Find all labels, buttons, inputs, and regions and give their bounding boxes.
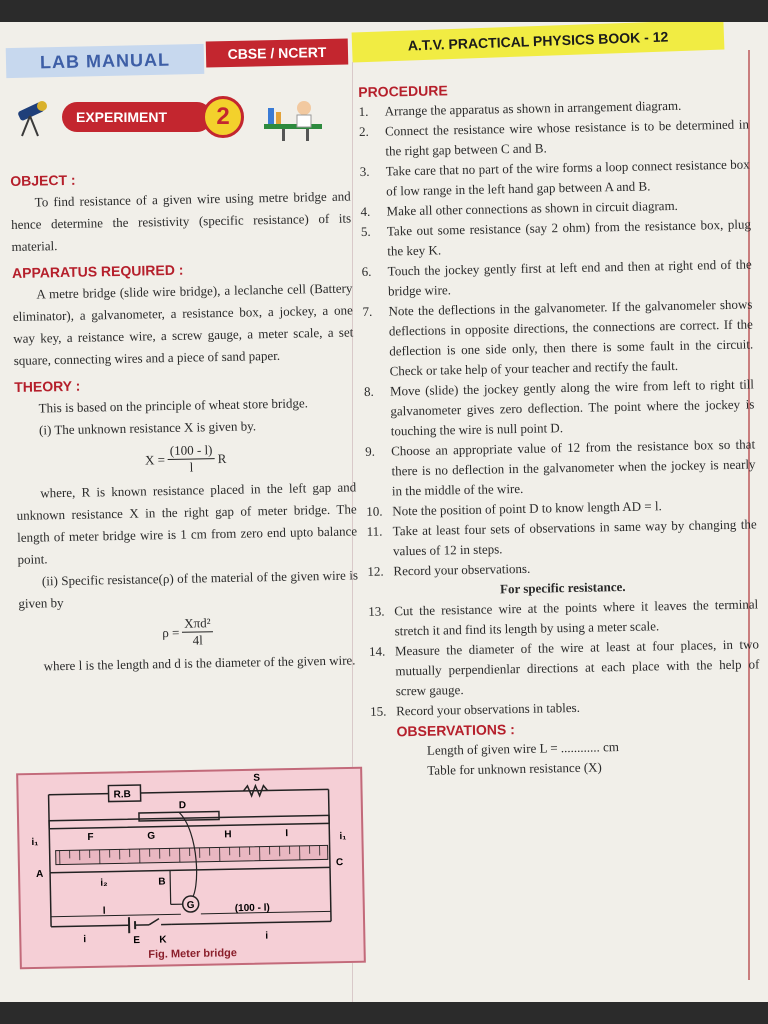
procedure-step: [369, 634, 760, 701]
label-s: S: [253, 772, 261, 784]
right-column: [358, 71, 761, 782]
procedure-steps-2: [368, 594, 760, 721]
apparatus-heading: APPARATUS REQUIRED :: [11, 261, 184, 281]
formula-1-lhs: X =: [144, 451, 166, 467]
label-i2: i₂: [100, 877, 108, 889]
step-text: Cut the resistance wire at the points where it leaves the terminal stretch it and find its length by using a meter scale.: [394, 596, 759, 639]
experiment-label: EXPERIMENT: [62, 102, 212, 132]
object-heading: OBJECT :: [10, 171, 76, 189]
label-i1-right: i₁: [339, 831, 347, 843]
formula-2-lhs: ρ =: [162, 624, 180, 640]
book-page: [0, 22, 768, 1002]
telescope-icon: [12, 98, 52, 138]
step-number: 5.: [360, 223, 371, 239]
theory-where-2: where l is the length and d is the diameter of the given wire.: [43, 652, 356, 674]
label-k: K: [159, 934, 167, 946]
step-text: Make all other connections as shown in circuit diagram.: [386, 197, 678, 219]
experiment-banner: [12, 92, 252, 138]
formula-1-rhs: R: [217, 450, 227, 466]
step-number: 12.: [367, 563, 384, 579]
step-text: Take out some resistance (say 2 ohm) from the resistance box, plug the key K.: [386, 216, 752, 259]
theory-point-1: (i) The unknown resistance X is given by.: [38, 418, 257, 438]
meter-bridge-diagram: [18, 769, 363, 952]
step-text: Take care that no part of the wire forms a loop connect resistance box of low range in the left hand gap between A and B.: [385, 156, 750, 199]
label-i-right: i: [265, 930, 269, 942]
step-number: 9.: [365, 443, 376, 459]
step-number: 13.: [368, 603, 385, 619]
object-text: To find resistance of a given wire using metre bridge and hence determine the resistivity (specific resistance) of its material.: [10, 188, 352, 254]
label-g: G: [147, 830, 156, 842]
step-number: 11.: [366, 523, 383, 539]
step-text: Note the position of point D to know length AD = l.: [392, 498, 662, 519]
cbse-ncert-tab: CBSE / NCERT: [206, 39, 349, 68]
label-e: E: [133, 934, 141, 947]
formula-2-fraction: [182, 615, 213, 649]
step-number: 8.: [363, 383, 374, 399]
left-column: [10, 159, 360, 677]
step-text: Record your observations in tables.: [396, 699, 581, 719]
step-number: 2.: [358, 123, 369, 139]
step-text: Arrange the apparatus as shown in arrangement diagram.: [384, 97, 682, 119]
observations-heading: OBSERVATIONS :: [396, 721, 515, 740]
theory-point-2: (ii) Specific resistance(ρ) of the material of the given wire is given by: [18, 567, 359, 611]
label-i-left: i: [83, 934, 87, 946]
procedure-step: [364, 374, 755, 441]
table-title: Table for unknown resistance (X): [427, 759, 602, 778]
theory-intro: This is based on the principle of wheat store bridge.: [38, 395, 309, 416]
procedure-heading: PROCEDURE: [358, 82, 448, 100]
step-text: Record your observations.: [393, 560, 531, 579]
label-100-minus-l: (100 - l): [234, 902, 270, 915]
formula-1-denominator: l: [189, 459, 194, 475]
lab-manual-tab: LAB MANUAL: [6, 44, 205, 78]
theory-heading: THEORY :: [14, 377, 81, 395]
meter-bridge-figure: [16, 767, 366, 970]
length-of-wire-line: Length of given wire L = ............ cm: [426, 739, 620, 758]
scientist-illustration: [262, 98, 324, 142]
procedure-step: [365, 434, 756, 501]
theory-where-1: where, R is known resistance placed in the left gap and unknown resistance X in the right gap of meter bridge. The length of meter bridge wire is 1 cm from zero end upto balance point.: [16, 479, 358, 567]
label-i1-left: i₁: [31, 836, 39, 849]
label-galvanometer: G: [186, 899, 195, 912]
step-number: 15.: [370, 703, 387, 719]
formula-resistivity: [19, 612, 360, 652]
label-i: I: [285, 828, 289, 840]
step-number: 1.: [358, 103, 369, 119]
label-rb: R.B: [113, 789, 131, 801]
formula-2-numerator: Xπd²: [182, 615, 213, 633]
figure-caption: Fig. Meter bridge: [148, 947, 238, 961]
step-text: Touch the jockey gently first at left end and then at right end of the bridge wire.: [387, 256, 752, 299]
book-title-tab: A.T.V. PRACTICAL PHYSICS BOOK - 12: [352, 22, 725, 62]
step-text: Measure the diameter of the wire at least at four places, in two mutually perpendienlar directions at each place with the help of screw gauge.: [394, 636, 760, 699]
step-text: Note the deflections in the galvanometer. If the galvanomeler shows deflections in opposite directions, the connections are correct. If the deflection is one side only, then there is some fault in the circuit. Check or take help of your teacher and rectify the fault.: [388, 296, 754, 379]
experiment-number: 2: [202, 96, 244, 138]
label-d: D: [178, 800, 187, 812]
apparatus-text: A metre bridge (slide wire bridge), a leclanche cell (Battery eliminator), a galvanometer, a resistance box, a jockey, a one way key, a reistance wire, a screw gauge, a meter scale, a set square, connecting wires and a piece of sand paper.: [12, 280, 354, 368]
label-c: C: [335, 857, 344, 869]
label-f: F: [87, 831, 94, 843]
formula-2-denominator: 4l: [192, 632, 203, 648]
step-number: 7.: [362, 303, 373, 319]
step-number: 3.: [359, 163, 370, 179]
label-a: A: [35, 868, 44, 880]
step-text: Move (slide) the jockey gently along the wire from left to right till galvanometer gives zero deflection. The point where the jockey is touching the wire is null point D.: [389, 376, 755, 439]
specific-resistance-subheading: For specific resistance.: [499, 578, 626, 597]
formula-1-numerator: (100 - l): [168, 442, 215, 460]
step-number: 6.: [361, 263, 372, 279]
procedure-step: [362, 294, 753, 381]
label-l-length: l: [102, 905, 106, 917]
label-b: B: [158, 876, 166, 888]
step-text: Choose an appropriate value of 12 from the resistance box so that there is no deflection in the galvanometer when the jockey is nearly in the middle of the wire.: [391, 436, 756, 499]
procedure-steps: [358, 95, 757, 582]
key-symbol: [149, 918, 171, 924]
step-number: 14.: [368, 643, 386, 659]
step-text: Connect the resistance wire whose resistance is to be determined in the right gap between C and B.: [384, 116, 750, 159]
label-h: H: [224, 829, 232, 841]
step-number: 10.: [366, 503, 383, 519]
step-number: 4.: [360, 203, 371, 219]
formula-1-fraction: [168, 442, 215, 476]
step-text: Take at least four sets of observations in same way by changing the values of 12 in steps.: [392, 516, 757, 559]
formula-resistance: [15, 439, 356, 479]
